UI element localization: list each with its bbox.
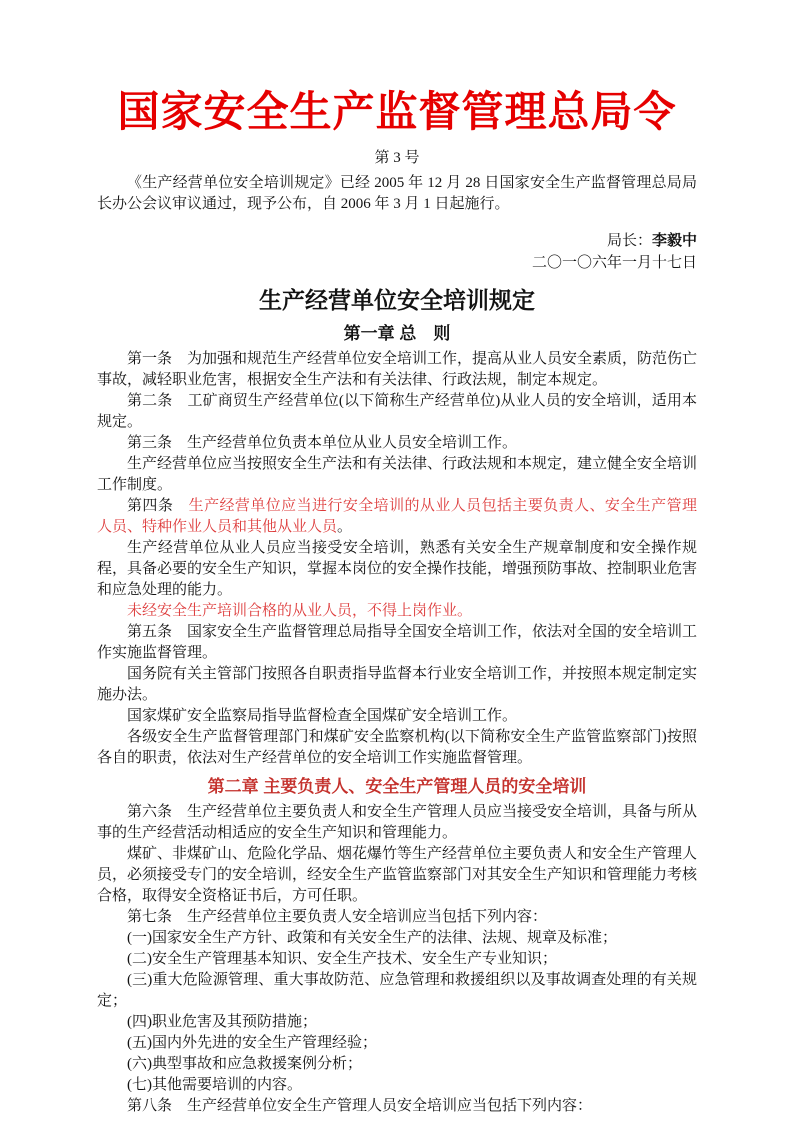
article-7-item-3: (三)重大危险源管理、重大事故防范、应急管理和救援组织以及事故调查处理的有关规定； [97, 972, 697, 1010]
article-4-red-text: 生产经营单位应当进行安全培训的从业人员包括主要负责人、安全生产管理人员、特种作业人员和其他从业人员 [97, 498, 697, 536]
article-7-item-4: (四)职业危害及其预防措施； [127, 1014, 317, 1031]
article-1: 第一条 为加强和规范生产经营单位安全培训工作，提高从业人员安全素质，防范伤亡事故，减轻职业危害，根据安全生产法和有关法律、行政法规，制定本规定。 [97, 351, 698, 389]
article-5-paragraph-4: 各级安全生产监督管理部门和煤矿安全监察机构(以下简称安全生产监管监察部门)按照各自的职责，依法对生产经营单位的安全培训工作实施监督管理。 [97, 729, 697, 767]
decree-title: 国家安全生产监督管理总局令 [117, 90, 677, 136]
signer-line [97, 230, 697, 252]
regulation-title: 生产经营单位安全培训规定 [259, 287, 535, 314]
article-4-label: 第四条 [127, 498, 189, 515]
signer-label: 局长： [606, 233, 652, 250]
article-7-item-7: (七)其他需要培训的内容。 [127, 1077, 302, 1094]
article-4-period: 。 [337, 519, 353, 536]
preamble-paragraph: 《生产经营单位安全培训规定》已经 2005 年 12 月 28 日国家安全生产监督管理总局局长办公会议审议通过，现予公布，自 2006 年 3 月 1 日起施行。 [97, 175, 697, 213]
article-4 [97, 496, 697, 538]
article-3-paragraph-2: 生产经营单位应当按照安全生产法和有关法律、行政法规和本规定，建立健全安全培训工作制度。 [97, 456, 698, 494]
chapter-2-heading: 第二章 主要负责人、安全生产管理人员的安全培训 [207, 777, 587, 797]
article-2: 第二条 工矿商贸生产经营单位(以下简称生产经营单位)从业人员的安全培训，适用本规定。 [97, 393, 697, 431]
issue-number: 第 3 号 [374, 150, 420, 167]
decree-date: 二〇一〇六年一月十七日 [531, 255, 697, 272]
article-6-paragraph-2: 煤矿、非煤矿山、危险化学品、烟花爆竹等生产经营单位主要负责人和安全生产管理人员，必须接受专门的安全培训，经安全生产监管监察部门对其安全生产知识和管理能力考核合格，取得安全资格证书后，方可任职。 [97, 846, 698, 905]
article-7-item-5: (五)国内外先进的安全生产管理经验； [127, 1035, 377, 1052]
article-8: 第八条 生产经营单位安全生产管理人员安全培训应当包括下列内容： [127, 1098, 593, 1115]
article-7-item-6: (六)典型事故和应急救援案例分析； [127, 1056, 362, 1073]
article-6: 第六条 生产经营单位主要负责人和安全生产管理人员应当接受安全培训，具备与所从事的生产经营活动相适应的安全生产知识和管理能力。 [97, 804, 698, 842]
article-7: 第七条 生产经营单位主要负责人安全培训应当包括下列内容： [127, 909, 548, 926]
article-3: 第三条 生产经营单位负责本单位从业人员安全培训工作。 [127, 435, 518, 452]
article-5: 第五条 国家安全生产监督管理总局指导全国安全培训工作，依法对全国的安全培训工作实施监督管理。 [97, 624, 698, 662]
article-7-item-2: (二)安全生产管理基本知识、安全生产技术、安全生产专业知识； [127, 951, 557, 968]
article-4-red-rule: 未经安全生产培训合格的从业人员，不得上岗作业。 [127, 603, 473, 620]
article-5-paragraph-3: 国家煤矿安全监察局指导监督检查全国煤矿安全培训工作。 [127, 708, 518, 725]
article-5-paragraph-2: 国务院有关主管部门按照各自职责指导监督本行业安全培训工作，并按照本规定制定实施办法。 [97, 666, 698, 704]
article-4-paragraph-2: 生产经营单位从业人员应当接受安全培训，熟悉有关安全生产规章制度和安全操作规程，具备必要的安全生产知识，掌握本岗位的安全操作技能，增强预防事故、控制职业危害和应急处理的能力。 [97, 540, 698, 599]
chapter-1-heading: 第一章 总 则 [343, 324, 451, 344]
signer-name: 李毅中 [651, 233, 697, 250]
article-7-item-1: (一)国家安全生产方针、政策和有关安全生产的法律、法规、规章及标准； [127, 930, 617, 947]
